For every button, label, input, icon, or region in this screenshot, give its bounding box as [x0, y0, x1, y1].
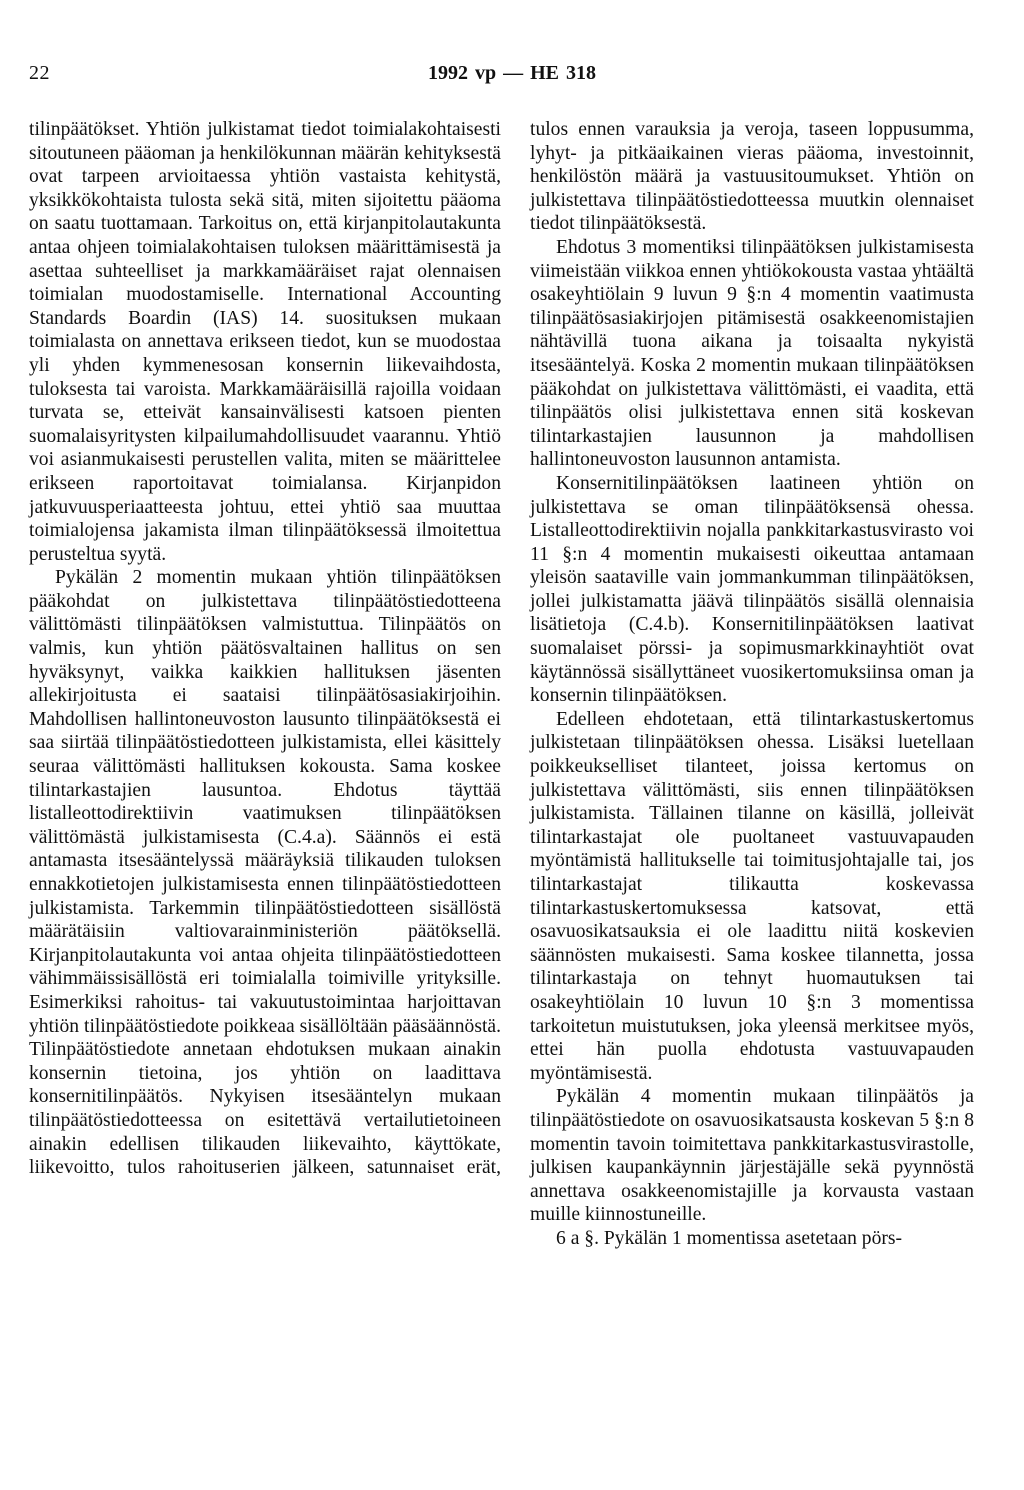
- page-header: [0, 62, 1024, 92]
- paragraph: Pykälän 2 momentin mukaan yhtiön tilinpäätöksen pääkohdat on julkistettava tilinpäätöstiedotteena välittömästi tilinpäätöksen valmistuttua. Tilinpäätös on valmis, kun yhtiön päätösvaltainen hallitus on sen hyväksynyt, vaikka kaikkien hallituksen jäsenten allekirjoitusta ei saataisi tilinpäätösasiakirjoihin. Mahdollisen hallintoneuvoston lausunto tilinpäätöksestä ei saa siirtää tilinpäätöstiedotteen julkistamista, ellei käsittely seuraa välittömästi hallituksen kokousta. Sama koskee tilintarkastajien lausuntoa. Ehdotus täyttää listalleottodirektiivin vaatimuksen tilinpäätöksen välittömästä julkistamisesta (C.4.a). Säännös ei estä antamasta itsesääntelyssä määräyksiä tilikauden tuloksen ennakkotietojen julkistamisesta ennen tilinpäätöstiedotteen julkistamista. Tarkemmin tilinpäätöstiedotteen sisällöstä määrätäisiin valtiovarainministeriön päätöksellä. Kirjanpitolautakunta voi antaa ohjeita tilinpäätöstiedotteen vähimmäissisällöstä eri toimialalla toimiville yrityksille. Esimerkiksi rahoitus- tai vakuutustoimintaa harjoittavan yhtiön tilinpäätöstiedote poikkeaa sisällöltään pääsäännöstä. Tilinpäätöstiedote annetaan ehdotuksen mukaan ainakin konsernin tietoina, jos yhtiön on laadittava konsernitilinpäätös. Nykyisen itsesääntelyn mukaan tilinpäätöstiedotteessa on esitettävä vertailutietoineen ainakin edellisen tilikauden liikevaihto, käyttökate, liikevoitto, tulos rahoituserien jälkeen, satunnaiset erät,: [29, 567, 501, 1179]
- paragraph: Konsernitilinpäätöksen laatineen yhtiön on julkistettava se oman tilinpäätöksensä ohessa. Listalleottodirektiivin nojalla pankkitarkastusvirasto voi 11 §:n 4 momentin mukaisesti oikeuttaa antamaan yleisön saataville vain jommankumman tilinpäätöksen, jollei julkistamatta jäävä tilinpäätös sisällä olennaisia lisätietoja (C.4.b). Konsernitilinpäätöksen laativat suomalaiset pörssi- ja sopimusmarkkinayhtiöt ovat käytännössä sisällyttäneet vuosikertomuksiinsa oman ja konsernin tilinpäätöksen.: [530, 472, 974, 707]
- right-column: [530, 118, 974, 1251]
- paragraph: Ehdotus 3 momentiksi tilinpäätöksen julkistamisesta viimeistään viikkoa ennen yhtiökokousta vastaa yhtäältä osakeyhtiölain 9 luvun 9 §:n 4 momentin vaatimusta tilinpäätösasiakirjojen pitämisestä osakkeenomistajien nähtävillä tuona aikana ja toisaalta nykyistä itsesääntelyä. Koska 2 momentin mukaan tilinpäätöksen pääkohdat on julkistettava välittömästi, ei vaadita, että tilinpäätös olisi julkistettava ennen sitä koskevan tilintarkastajien lausunnon ja mahdollisen hallintoneuvoston lausunnon antamista.: [530, 236, 974, 471]
- paragraph: tulos ennen varauksia ja veroja, taseen loppusumma, lyhyt- ja pitkäaikainen vieras pääoma, investoinnit, henkilöstön määrä ja vastuusitoumukset. Yhtiön on julkistettava tilinpäätöstiedotteessa muutkin olennaiset tiedot tilinpäätöksestä.: [530, 119, 974, 235]
- page-number: 22: [29, 62, 50, 84]
- paragraph: 6 a §. Pykälän 1 momentissa asetetaan pörs-: [556, 1227, 903, 1249]
- left-column: [29, 118, 501, 1180]
- running-title: 1992 vp — HE 318: [427, 62, 597, 84]
- paragraph: tilinpäätökset. Yhtiön julkistamat tiedot toimialakohtaisesti sitoutuneen pääoman ja henkilökunnan määrän kehityksestä ovat tarpeen arvioitaessa yhtiön vastaista kehitystä, yksikkökohtaista tulosta sekä sitä, miten sijoitettu pääoma on saatu tuottamaan. Tarkoitus on, että kirjanpitolautakunta antaa ohjeen toimialakohtaisen tuloksen määrittämisestä ja asettaa suhteelliset ja markkamääräiset rajat olennaisen toimialan muodostamiselle. International Accounting Standards Boardin (IAS) 14. suosituksen mukaan toimialasta on annettava erikseen tiedot, kun se muodostaa yli yhden kymmenesosan konsernin liikevaihdosta, tuloksesta tai varoista. Markkamääräisillä rajoilla voidaan turvata se, etteivät kansainvälisesti katsoen pienten suomalaisyritysten kilpailumahdollisuudet vaarannu. Yhtiö voi asianmukaisesti perustellen valita, miten se määrittelee erikseen raportoitavat toimialansa. Kirjanpidon jatkuvuusperiaatteesta johtuu, ettei yhtiö saa muuttaa toimialojensa jakamista ilman tilinpäätöksessä ilmoitettua perusteltua syytä.: [29, 119, 501, 565]
- paragraph: Edelleen ehdotetaan, että tilintarkastuskertomus julkistetaan tilinpäätöksen ohessa. Lisäksi luetellaan poikkeukselliset tilanteet, joissa kertomus on julkistettava välittömästi, siis ennen tilinpäätöksen julkistamista. Tällainen tilanne on käsillä, jolleivät tilintarkastajat ole puoltaneet vastuuvapauden myöntämistä hallitukselle tai toimitusjohtajalle tai, jos tilintarkastajat tilikautta koskevassa tilintarkastuskertomuksessa katsovat, että osavuosikatsauksia ei ole laadittu niitä koskevien säännösten mukaisesti. Sama koskee tilannetta, jossa tilintarkastaja on tehnyt huomautuksen tai osakeyhtiölain 10 luvun 10 §:n 3 momentissa tarkoitetun muistutuksen, joka yleensä merkitsee myös, ettei hän puolla ehdotusta vastuuvapauden myöntämisestä.: [530, 708, 974, 1084]
- paragraph: Pykälän 4 momentin mukaan tilinpäätös ja tilinpäätöstiedote on osavuosikatsausta koskevan 5 §:n 8 momentin tavoin toimitettava pankkitarkastusvirastolle, julkisen kaupankäynnin järjestäjälle sekä pyynnöstä annettava osakkeenomistajille ja korvausta vastaan muille kiinnostuneille.: [530, 1086, 974, 1226]
